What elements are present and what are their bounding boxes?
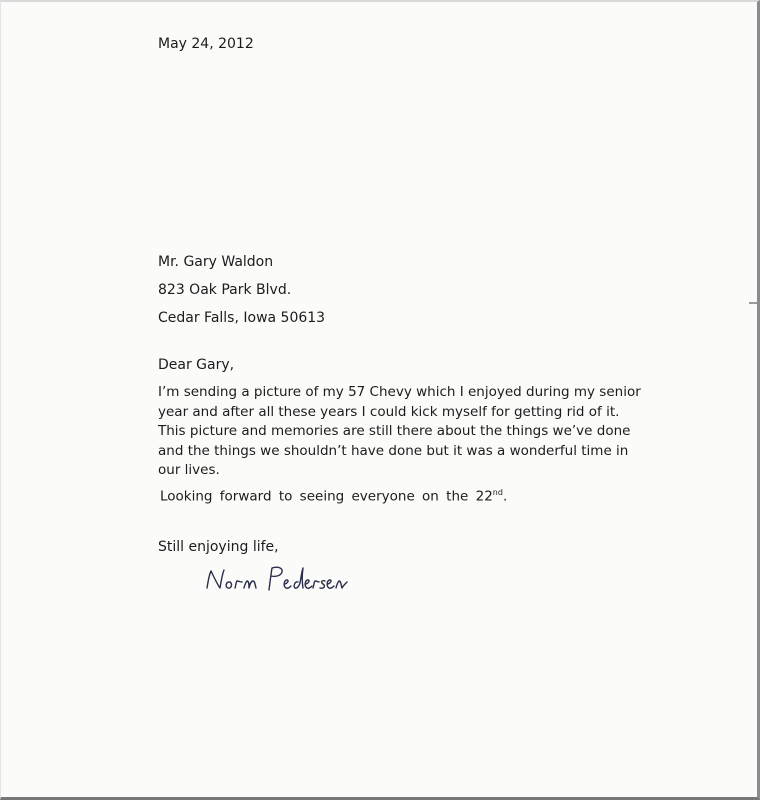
- body-line: This picture and memories are still there about the things we’ve done: [158, 423, 631, 439]
- body-line: year and after all these years I could kick myself for getting rid of it.: [158, 403, 620, 420]
- recipient-name: Mr. Gary Waldon: [158, 254, 274, 270]
- recipient-street: 823 Oak Park Blvd.: [158, 282, 292, 298]
- signoff: Still enjoying life,: [158, 539, 279, 555]
- recipient-address: [158, 248, 325, 332]
- letter-date: May 24, 2012: [158, 36, 254, 52]
- closing-text: Looking forward to seeing everyone on the 22: [160, 488, 493, 505]
- body-line: our lives.: [158, 462, 220, 478]
- body-line: I’m sending a picture of my 57 Chevy which I enjoyed during my senior: [158, 384, 641, 400]
- fold-mark: [749, 302, 757, 304]
- salutation: Dear Gary,: [158, 357, 235, 373]
- closing-paragraph: [160, 488, 507, 505]
- closing-period: .: [502, 488, 508, 505]
- body-line: and the things we shouldn’t have done but it was a wonderful time in: [158, 442, 629, 459]
- recipient-city-state-zip: Cedar Falls, Iowa 50613: [158, 310, 326, 326]
- body-paragraph: [158, 383, 641, 481]
- ordinal-suffix: nd: [492, 488, 503, 497]
- handwritten-signature: [199, 562, 349, 598]
